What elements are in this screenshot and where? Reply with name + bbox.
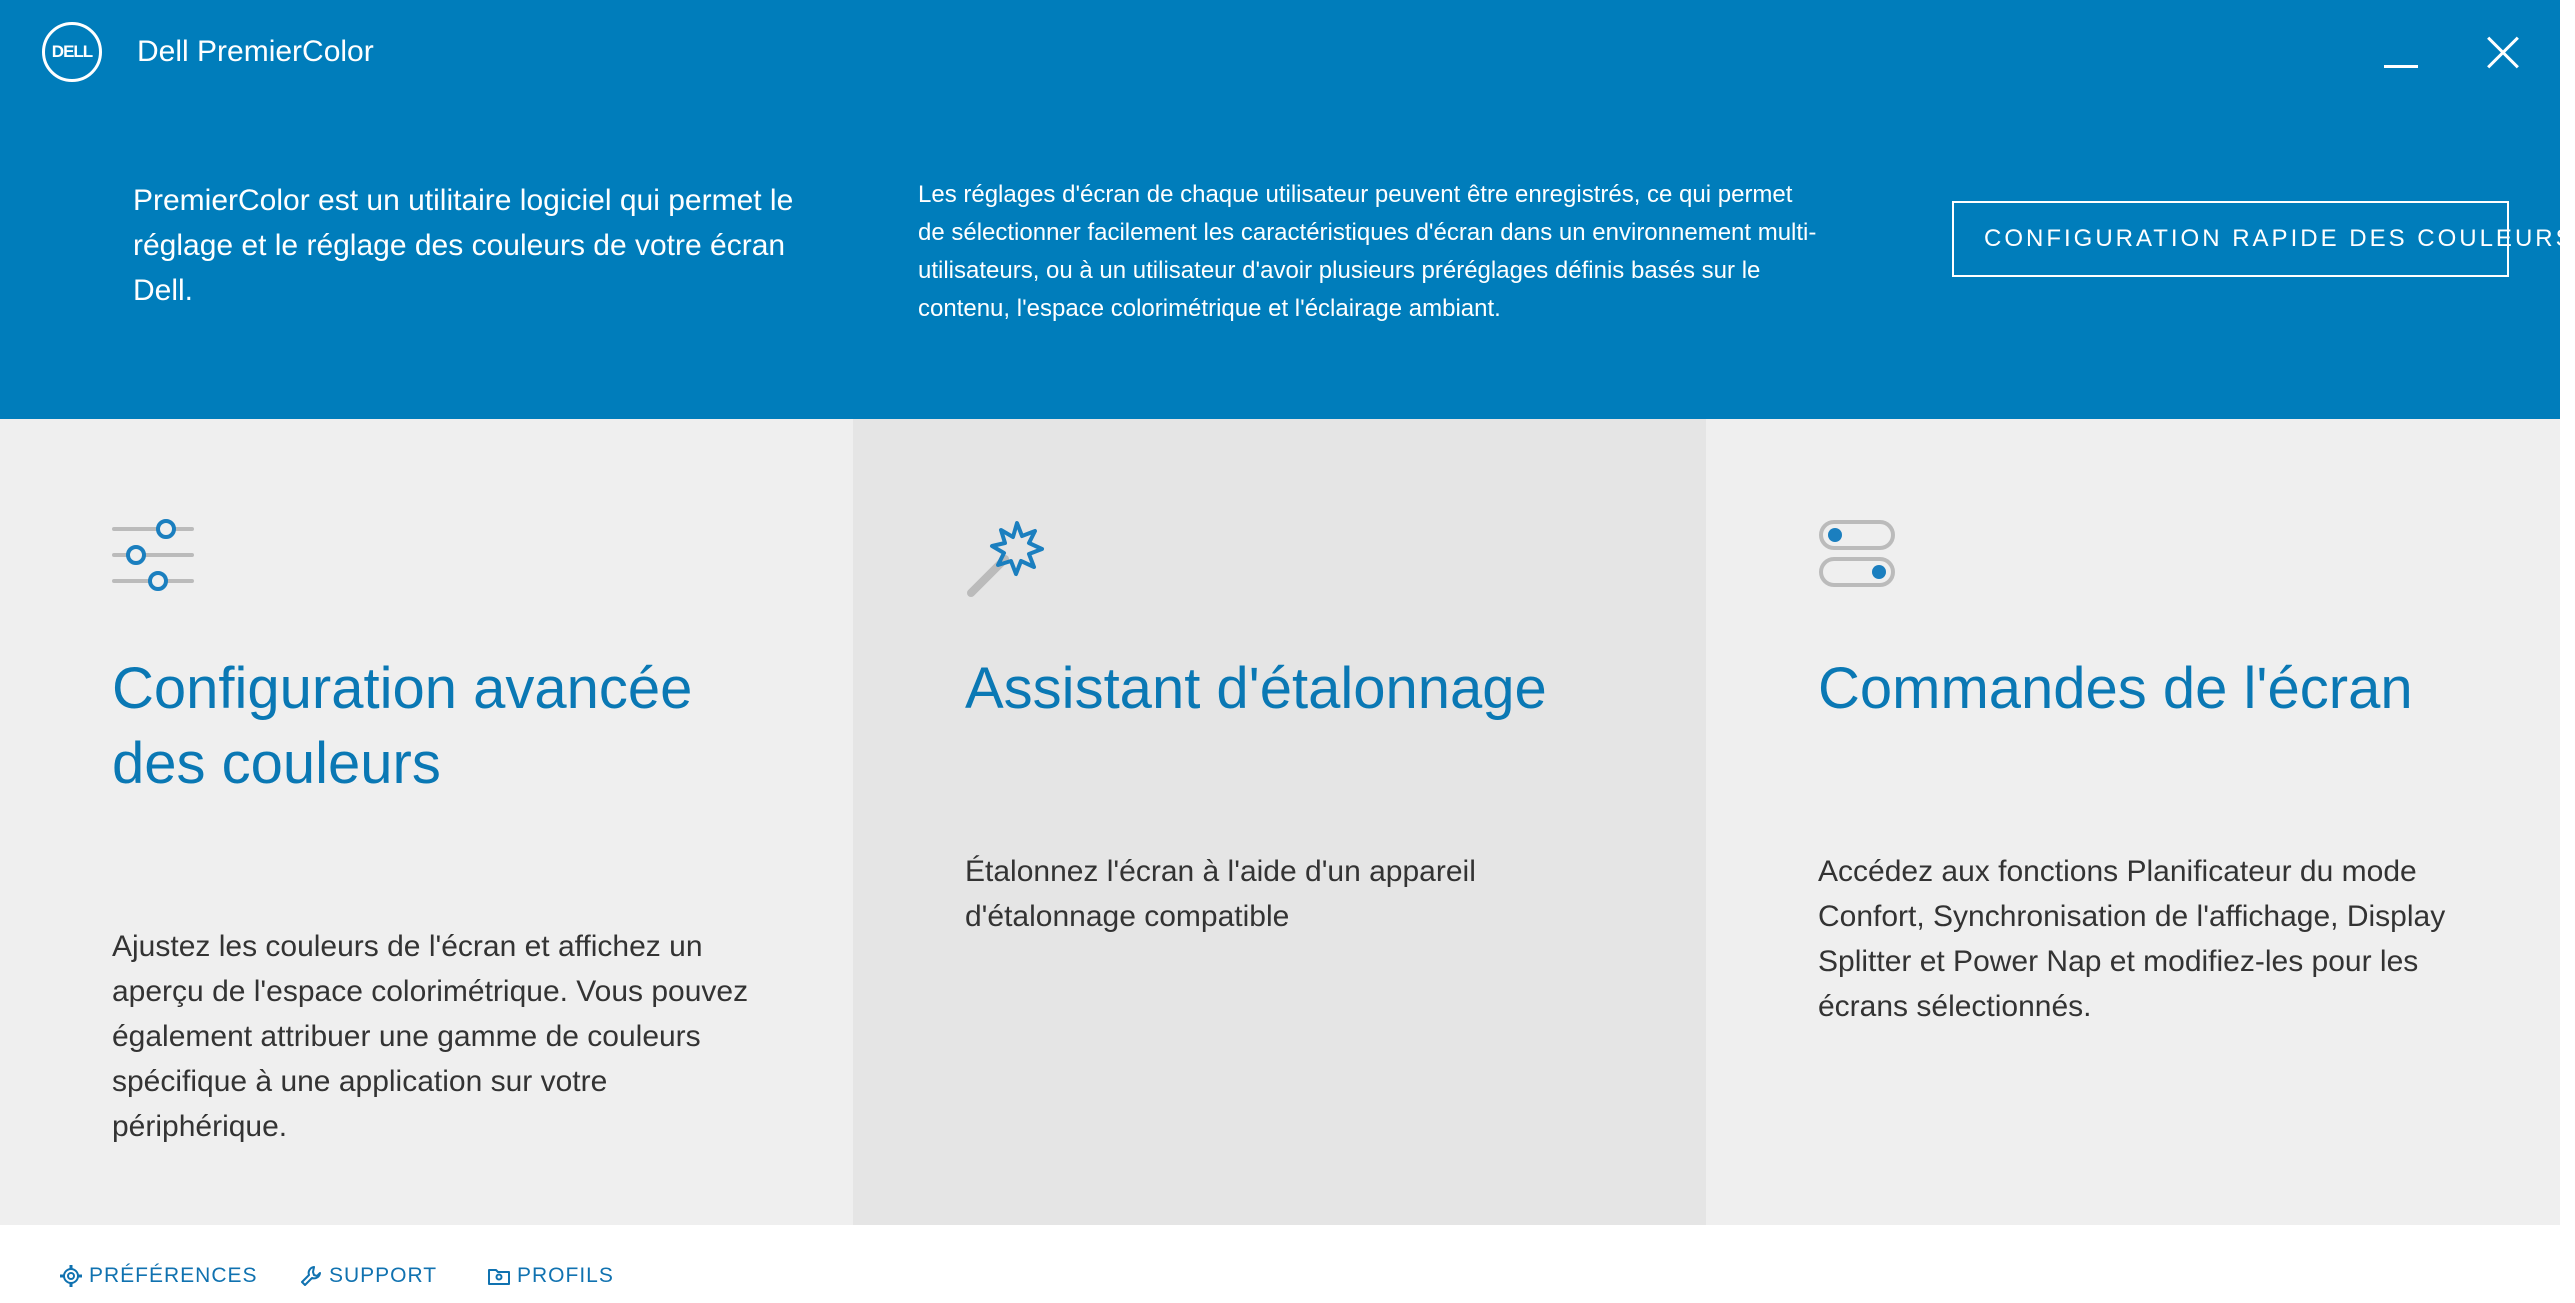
profiles-icon xyxy=(487,1264,511,1288)
gear-icon xyxy=(59,1264,83,1288)
card-description: Ajustez les couleurs de l'écran et affichez un aperçu de l'espace colorimétrique. Vous pouvez également attribuer une gamme de couleurs spécifique à une application sur votre périphérique. xyxy=(112,930,749,1143)
intro-text: PremierColor est un utilitaire logiciel qui permet le réglage et le réglage des couleurs de votre écran Dell. xyxy=(133,184,794,307)
card-title: Commandes de l'écran xyxy=(1818,656,2413,721)
dell-logo: DELL xyxy=(42,22,102,82)
close-icon[interactable] xyxy=(2486,36,2520,70)
app-title: Dell PremierColor xyxy=(137,35,374,68)
intro-description: Les réglages d'écran de chaque utilisateur peuvent être enregistrés, ce qui permet de sélectionner facilement les caractéristiques d'écran dans un environnement multi-utilisateurs, ou à un utilisateur d'avoir plusieurs préréglages définis basés sur le contenu, l'espace colorimétrique et l'éclairage ambiant. xyxy=(918,181,1817,322)
card-title: Assistant d'étalonnage xyxy=(965,656,1547,721)
preferences-label: PRÉFÉRENCES xyxy=(89,1264,258,1287)
card-calibration-assistant[interactable] xyxy=(853,419,1706,1225)
header-banner xyxy=(0,0,2575,419)
footer-bar xyxy=(0,1225,2560,1303)
quick-color-setup-button[interactable]: CONFIGURATION RAPIDE DES COULEURS xyxy=(1952,201,2509,277)
minimize-button[interactable] xyxy=(2380,50,2420,70)
profiles-link[interactable] xyxy=(487,1261,614,1291)
support-label: SUPPORT xyxy=(329,1264,438,1287)
toggles-icon xyxy=(1818,519,1898,599)
card-description: Étalonnez l'écran à l'aide d'un appareil d'étalonnage compatible xyxy=(965,855,1476,933)
profiles-label: PROFILS xyxy=(517,1264,614,1287)
card-title: Configuration avancée des couleurs xyxy=(112,656,693,796)
wrench-icon xyxy=(299,1264,323,1288)
card-advanced-color[interactable] xyxy=(0,419,853,1225)
sliders-icon xyxy=(112,519,192,599)
card-display-controls[interactable] xyxy=(1706,419,2560,1225)
magic-wand-icon xyxy=(965,519,1045,599)
card-description: Accédez aux fonctions Planificateur du mode Confort, Synchronisation de l'affichage, Display Splitter et Power Nap et modifiez-les pour les écrans sélectionnés. xyxy=(1818,855,2446,1023)
support-link[interactable] xyxy=(299,1261,437,1291)
preferences-link[interactable] xyxy=(59,1261,258,1291)
